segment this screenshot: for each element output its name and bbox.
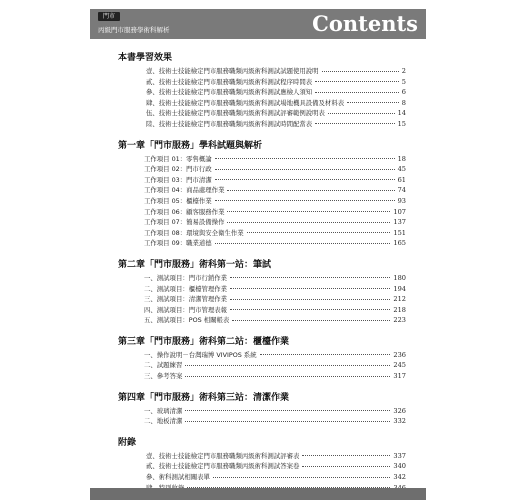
section-title: 附錄 [118, 437, 137, 448]
toc-entry[interactable] [118, 284, 406, 295]
entry-page-number: 74 [397, 186, 406, 195]
dot-leader [227, 222, 390, 223]
entry-page-number: 165 [393, 239, 406, 248]
toc-section [118, 259, 406, 326]
entry-label: 五、測試項目：POS 相關帳表 [144, 316, 230, 325]
entry-page-number: 15 [397, 119, 406, 128]
toc-entry[interactable] [118, 406, 406, 417]
contents-title: Contents [312, 11, 418, 36]
entry-label: 陸、技術士技能檢定門市服務職類丙級術科測試時間配當表 [146, 119, 313, 128]
entry-label: 貳、技術士技能檢定門市服務職類丙級術科測試程序時間表 [146, 77, 313, 86]
entry-label: 三、參考答案 [144, 372, 183, 381]
entry-page-number: 340 [393, 462, 406, 471]
entry-page-number: 6 [401, 88, 406, 97]
entry-page-number: 107 [393, 207, 406, 216]
dot-leader [315, 81, 399, 82]
dot-leader [185, 376, 390, 377]
entry-page-number: 332 [393, 417, 406, 426]
dot-leader [232, 320, 390, 321]
toc-section [118, 392, 406, 427]
dot-leader [215, 169, 395, 170]
entry-page-number: 245 [393, 361, 406, 370]
dot-leader [247, 232, 391, 233]
dot-leader [213, 477, 391, 478]
toc-entry[interactable] [118, 119, 406, 130]
dot-leader [185, 365, 390, 366]
dot-leader [302, 455, 390, 456]
toc-entry[interactable] [118, 66, 406, 77]
toc-entry[interactable] [118, 196, 406, 207]
toc-entry[interactable] [118, 217, 406, 228]
toc-entry[interactable] [118, 371, 406, 382]
toc-entry[interactable] [118, 315, 406, 326]
dot-leader [215, 243, 391, 244]
toc-entry[interactable] [118, 416, 406, 427]
dot-leader [227, 211, 390, 212]
entry-label: 貳、技術士技能檢定門市服務職類丙級術科測試答案卷 [146, 462, 300, 471]
toc-section [118, 437, 406, 493]
entry-label: 一、玻璃清潔 [144, 406, 183, 415]
footer-bar [90, 488, 426, 500]
entry-label: 工作項目 08：環境與安全衛生作業 [144, 228, 244, 237]
toc-section [118, 336, 406, 382]
entry-page-number: 18 [397, 154, 406, 163]
entry-page-number: 2 [401, 67, 406, 75]
entry-label: 工作項目 06：顧客服務作業 [144, 207, 225, 216]
dot-leader [215, 179, 395, 180]
dot-leader [230, 277, 390, 278]
entry-page-number: 212 [393, 295, 406, 304]
header-bar [90, 9, 426, 39]
book-logo: 門市 [98, 12, 120, 21]
entry-label: 壹、技術士技能檢定門市服務職類丙級術科測試試題使用說明 [146, 67, 319, 75]
entry-page-number: 14 [397, 109, 406, 118]
entry-page-number: 218 [393, 305, 406, 314]
entry-page-number: 8 [401, 98, 406, 107]
toc-entry[interactable] [118, 185, 406, 196]
entry-label: 二、地板清潔 [144, 417, 183, 426]
dot-leader [260, 354, 391, 355]
entry-page-number: 137 [393, 218, 406, 227]
toc-entry[interactable] [118, 472, 406, 483]
entry-label: 工作項目 04：商品處理作業 [144, 186, 225, 195]
entry-label: 工作項目 01：零售概論 [144, 154, 212, 163]
toc-entry[interactable] [118, 238, 406, 249]
toc-entry[interactable] [118, 154, 406, 165]
toc-entry[interactable] [118, 305, 406, 316]
toc-entry[interactable] [118, 207, 406, 218]
toc-entry[interactable] [118, 294, 406, 305]
dot-leader [227, 190, 394, 191]
dot-leader [347, 102, 399, 103]
toc-entry[interactable] [118, 175, 406, 186]
section-title: 本書學習效果 [118, 53, 173, 63]
dot-leader [230, 288, 390, 289]
section-title: 第二章「門市服務」術科第一站：筆試 [118, 259, 272, 270]
dot-leader [230, 309, 390, 310]
entry-label: 肆、技術士技能檢定門市服務職類丙級術科測試場地機具設備及材料表 [146, 98, 345, 107]
dot-leader [315, 92, 399, 93]
section-title: 第一章「門市服務」學科試題與解析 [118, 140, 263, 151]
toc-section [118, 52, 406, 130]
toc-entry[interactable] [118, 164, 406, 175]
entry-label: 工作項目 07：簡易設備操作 [144, 218, 225, 227]
entry-label: 工作項目 09：職業道德 [144, 239, 212, 248]
entry-page-number: 61 [397, 175, 406, 184]
toc-entry[interactable] [118, 77, 406, 88]
dot-leader [215, 158, 395, 159]
entry-page-number: 151 [393, 228, 406, 237]
section-title: 第四章「門市服務」術科第三站：清潔作業 [118, 392, 290, 403]
dot-leader [185, 421, 390, 422]
entry-page-number: 45 [397, 165, 406, 174]
entry-label: 二、測試項目：櫃檯管理作業 [144, 284, 228, 293]
dot-leader [322, 71, 399, 72]
entry-label: 三、測試項目：清潔管理作業 [144, 295, 228, 304]
toc-entry[interactable] [118, 461, 406, 472]
toc-entry[interactable] [118, 360, 406, 371]
entry-label: 參、技術士技能檢定門市服務職類丙級術科測試應檢人須知 [146, 88, 313, 97]
dot-leader [230, 299, 390, 300]
entry-label: 壹、技術士技能檢定門市服務職類丙級術科測試評審表 [146, 451, 300, 460]
section-title: 第三章「門市服務」術科第二站：櫃檯作業 [118, 336, 290, 347]
entry-label: 一、測試項目：門市行銷作業 [144, 273, 228, 282]
toc-entry[interactable] [118, 228, 406, 239]
entry-label: 四、測試項目：門市管理表報 [144, 305, 228, 314]
dot-leader [215, 200, 395, 201]
dot-leader [185, 410, 390, 411]
toc-entry[interactable] [118, 98, 406, 109]
toc-entry[interactable] [118, 350, 406, 361]
entry-label: 工作項目 02：門市行政 [144, 165, 212, 174]
entry-page-number: 317 [393, 372, 406, 381]
entry-page-number: 194 [393, 284, 406, 293]
entry-label: 參、術科測試相關表單 [146, 473, 210, 482]
entry-page-number: 326 [393, 406, 406, 415]
toc-section [118, 140, 406, 249]
toc-entry[interactable] [118, 108, 406, 119]
book-subtitle: 丙級門市服務學術科解析 [98, 26, 170, 34]
entry-page-number: 236 [393, 350, 406, 359]
dot-leader [315, 123, 394, 124]
entry-label: 二、試題練習 [144, 361, 183, 370]
entry-page-number: 223 [393, 316, 406, 325]
entry-page-number: 5 [401, 77, 406, 86]
table-of-contents [118, 52, 406, 500]
entry-label: 一、操作說明－台灣瑞博 VIVIPOS 系統 [144, 350, 257, 359]
entry-page-number: 180 [393, 273, 406, 282]
toc-entry[interactable] [118, 273, 406, 284]
entry-page-number: 93 [397, 196, 406, 205]
toc-entry[interactable] [118, 451, 406, 462]
entry-label: 伍、技術士技能檢定門市服務職類丙級術科測試評審範例說明表 [146, 109, 325, 118]
entry-page-number: 337 [393, 451, 406, 460]
entry-page-number: 342 [393, 473, 406, 482]
entry-label: 工作項目 03：門市清潔 [144, 175, 212, 184]
dot-leader [302, 466, 390, 467]
entry-label: 工作項目 05：櫃檯作業 [144, 196, 212, 205]
dot-leader [328, 113, 395, 114]
toc-entry[interactable] [118, 87, 406, 98]
